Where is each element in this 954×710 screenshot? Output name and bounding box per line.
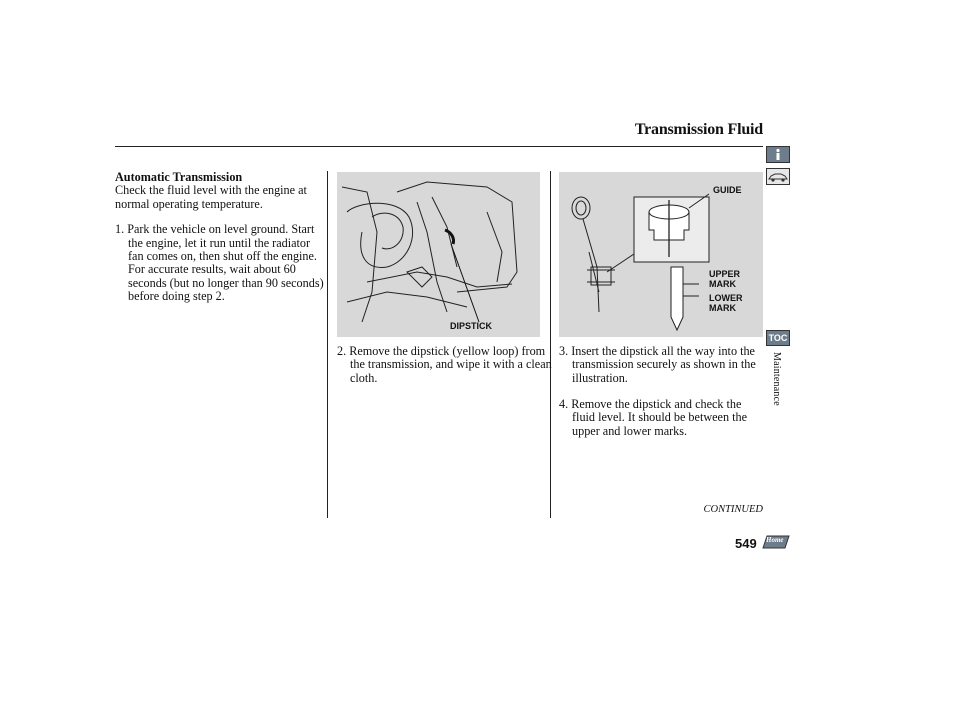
dipstick-callout: DIPSTICK bbox=[450, 321, 493, 331]
upper-mark-callout: UPPER MARK bbox=[709, 269, 741, 289]
toc-icon: TOC bbox=[768, 333, 788, 343]
page-title: Transmission Fluid bbox=[634, 121, 763, 138]
toc-tab[interactable] bbox=[766, 330, 790, 346]
section-tab-label: Maintenance bbox=[771, 352, 782, 406]
car-tab[interactable] bbox=[766, 168, 790, 185]
subsection-heading: Automatic Transmission bbox=[115, 170, 243, 184]
home-button[interactable] bbox=[762, 535, 790, 549]
dipstick-figure bbox=[559, 172, 763, 337]
car-icon bbox=[767, 169, 789, 184]
intro-text: Check the fluid level with the engine at normal operating temperature. bbox=[115, 183, 307, 211]
info-tab[interactable] bbox=[766, 146, 790, 163]
info-icon bbox=[767, 147, 789, 162]
continued-note: CONTINUED bbox=[703, 504, 763, 515]
step-3: 3. Insert the dipstick all the way into the transmission securely as shown in the illustration. bbox=[559, 344, 756, 385]
step-1: 1. Park the vehicle on level ground. Start the engine, let it run until the radiator fan comes on, then shut off the engine. For accurate results, wait about 60 seconds (but no longer than 90 seconds) before doing step 2. bbox=[115, 222, 324, 304]
title-rule bbox=[115, 146, 763, 147]
column-divider-left bbox=[327, 171, 328, 518]
step-4: 4. Remove the dipstick and check the fluid level. It should be between the upper and lower marks. bbox=[559, 397, 747, 438]
guide-callout: GUIDE bbox=[713, 185, 742, 195]
lower-mark-callout: LOWER MARK bbox=[709, 293, 743, 313]
engine-illustration bbox=[337, 172, 540, 337]
engine-figure bbox=[337, 172, 540, 337]
home-label: Home bbox=[766, 536, 784, 544]
step-2: 2. Remove the dipstick (yellow loop) from the transmission, and wipe it with a clean cloth. bbox=[337, 344, 552, 385]
intro-block bbox=[115, 171, 325, 304]
page-number: 549 bbox=[735, 536, 757, 551]
